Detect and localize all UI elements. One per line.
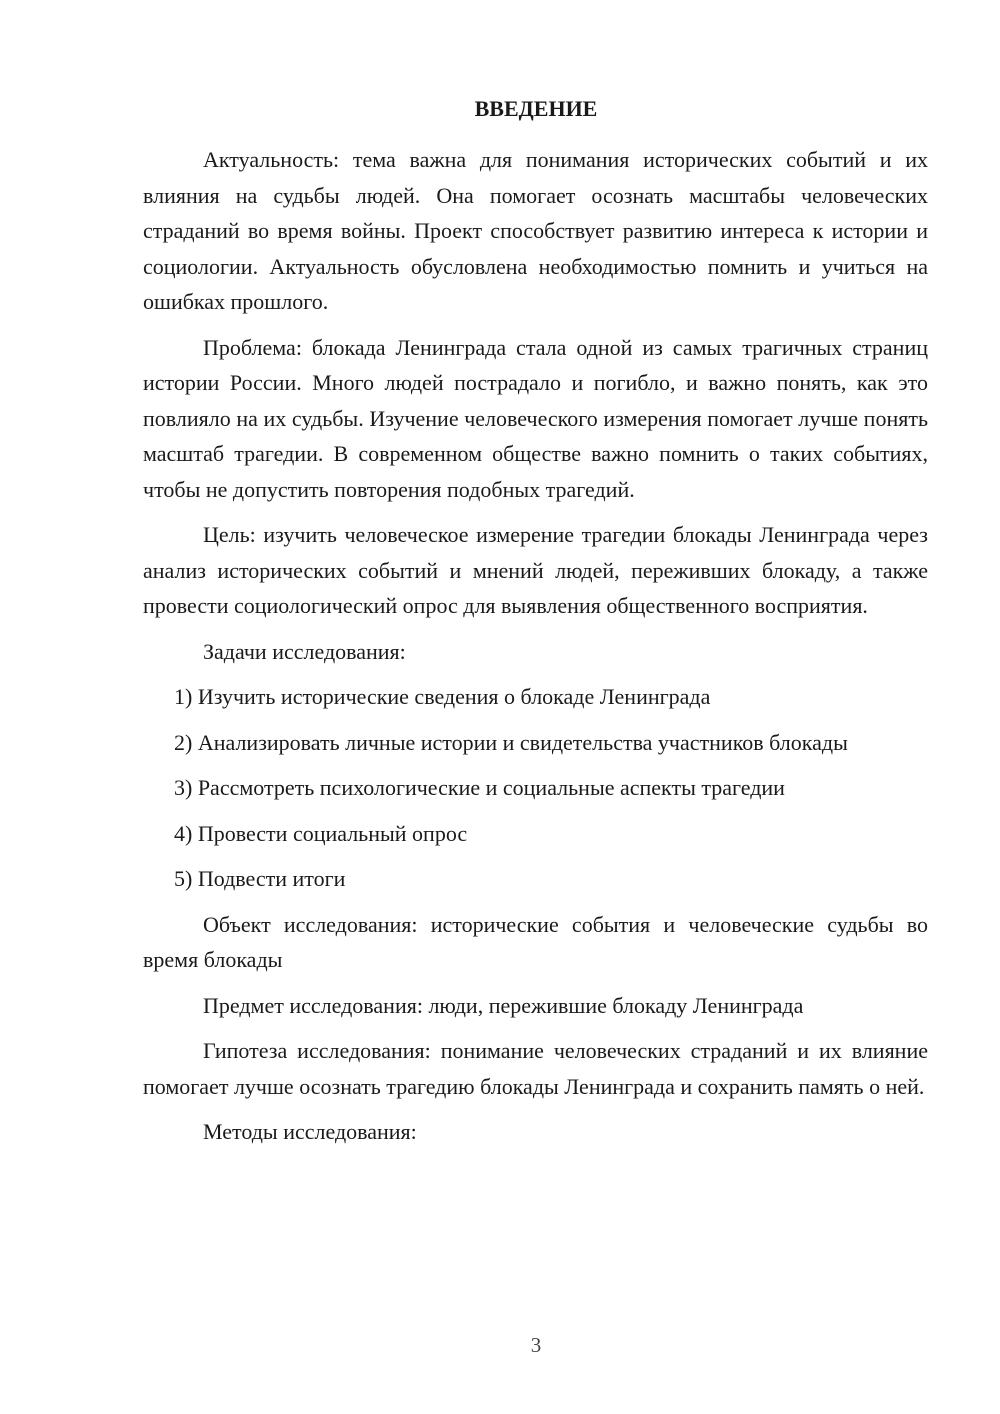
tasks-heading: Задачи исследования: <box>203 638 406 664</box>
problem-paragraph: Проблема: блокада Ленинграда стала одной из самых трагичных страниц истории России. Много людей пострадало и погибло, и важно понять, как это повлияло на их судьбы. Изучение человеческого измерения помогает лучше понять масштаб трагедии. В современном обществе важно помнить о таких событиях, чтобы не допустить повторения подобных трагедий. <box>143 334 928 502</box>
task-item: 4) Провести социальный опрос <box>174 820 468 846</box>
goal-paragraph: Цель: изучить человеческое измерение трагедии блокады Ленинграда через анализ исторических событий и мнений людей, переживших блокаду, а также провести социологический опрос для выявления общественного восприятия. <box>143 522 928 618</box>
relevance-paragraph: Актуальность: тема важна для понимания исторических событий и их влияния на судьбы людей. Она помогает осознать масштабы человеческих страданий во время войны. Проект способствует развитию интереса к истории и социологии. Актуальность обусловлена необходимостью помнить и учиться на ошибках прошлого. <box>143 147 928 314</box>
methods-heading: Методы исследования: <box>203 1119 417 1144</box>
page-number: 3 <box>530 1333 542 1357</box>
tasks-list <box>143 679 928 897</box>
task-item: 2) Анализировать личные истории и свидетельства участников блокады <box>174 729 848 755</box>
section-title: ВВЕДЕНИЕ <box>474 96 598 121</box>
hypothesis-paragraph: Гипотеза исследования: понимание человеческих страданий и их влияние помогает лучше осознать трагедию блокады Ленинграда и сохранить память о ней. <box>143 1038 928 1099</box>
task-item: 1) Изучить исторические сведения о блокаде Ленинграда <box>174 684 711 709</box>
task-item: 5) Подвести итоги <box>174 866 346 891</box>
object-paragraph: Объект исследования: исторические события и человеческие судьбы во время блокады <box>143 911 928 972</box>
document-body <box>143 142 928 1160</box>
subject-paragraph: Предмет исследования: люди, пережившие блокаду Ленинграда <box>203 992 804 1018</box>
task-item: 3) Рассмотреть психологические и социальные аспекты трагедии <box>174 775 785 800</box>
